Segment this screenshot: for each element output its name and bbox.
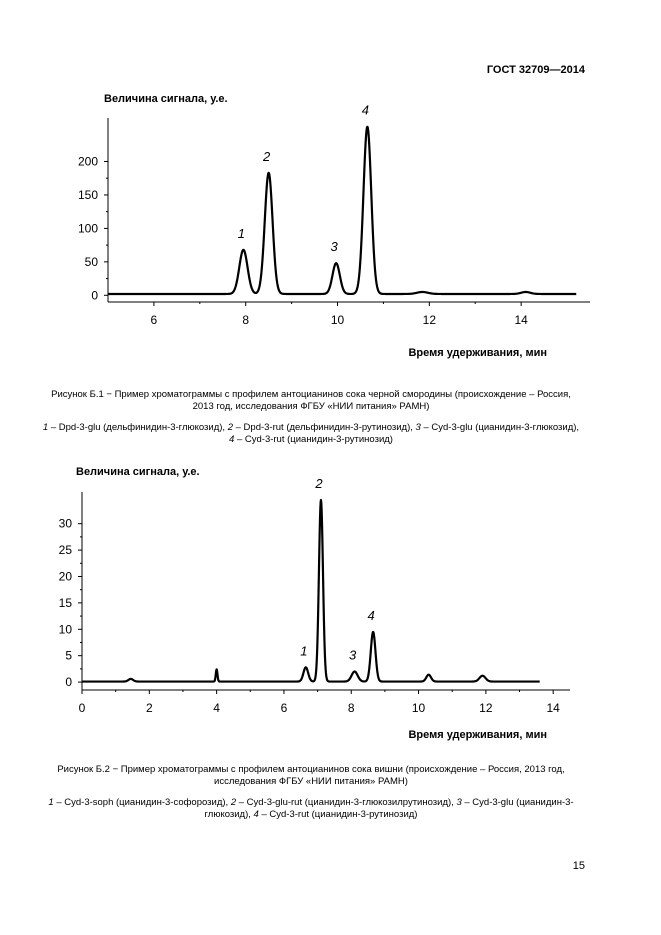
y-tick-label: 15 [58, 595, 72, 610]
figure2-legend [40, 797, 582, 821]
peak-label: 1 [237, 225, 246, 241]
legend-text: – Cyd-3-glu (цианидин-3-глюкозид), [204, 797, 574, 820]
chart1-ylabel: Величина сигнала, у.е. [104, 93, 228, 105]
x-tick-label: 2 [145, 701, 153, 715]
peak-label: 1 [300, 643, 308, 659]
legend-number: 4 [229, 434, 235, 445]
peak-label: 4 [367, 607, 375, 623]
legend-text: – Dpd-3-glu (дельфинидин-3-глюкозид), [48, 422, 228, 433]
legend-number: 1 [42, 422, 49, 433]
legend-number: 4 [253, 809, 259, 820]
x-tick-label: 10 [330, 313, 345, 327]
peak-label: 3 [348, 647, 357, 663]
peak-label: 2 [263, 148, 271, 164]
x-tick-label: 8 [347, 701, 355, 715]
x-tick-label: 12 [479, 701, 493, 715]
x-tick-label: 6 [150, 313, 158, 327]
y-tick-label: 150 [77, 187, 98, 202]
y-tick-label: 0 [91, 288, 98, 303]
chart1-chromatogram [60, 102, 600, 350]
y-tick-label: 5 [65, 648, 72, 663]
x-tick-label: 14 [546, 701, 560, 715]
x-tick-label: 10 [411, 701, 426, 715]
legend-text: – Cyd-3-glu-rut (цианидин-3-глюкозилрутинозид), [236, 797, 457, 808]
x-tick-label: 12 [422, 313, 437, 327]
legend-text: – Cyd-3-glu (цианидин-3-глюкозид), [420, 422, 580, 433]
chart2-ylabel: Величина сигнала, у.е. [76, 466, 200, 478]
x-tick-label: 14 [514, 313, 528, 327]
legend-text: – Cyd-3-rut (цианидин-3-рутинозид) [234, 434, 393, 445]
y-tick-label: 10 [58, 622, 72, 637]
y-tick-label: 50 [84, 254, 98, 269]
x-tick-label: 6 [280, 701, 288, 715]
x-tick-label: 4 [213, 701, 220, 715]
figure1-legend [40, 422, 582, 446]
peak-label: 3 [330, 239, 338, 255]
legend-text: – Dpd-3-rut (дельфинидин-3-рутинозид), [233, 422, 416, 433]
y-tick-label: 20 [58, 569, 72, 584]
legend-number: 1 [48, 797, 54, 808]
chart2-xlabel: Время удерживания, мин [408, 729, 547, 741]
y-tick-label: 200 [77, 154, 98, 169]
y-tick-label: 0 [65, 675, 72, 690]
signal-trace [82, 500, 540, 682]
document-code: ГОСТ 32709—2014 [486, 64, 585, 76]
peak-label: 2 [315, 475, 323, 491]
legend-number: 2 [227, 422, 233, 433]
legend-text: – Cyd-3-rut (цианидин-3-рутинозид) [258, 809, 418, 820]
x-tick-label: 8 [242, 313, 250, 327]
signal-trace [108, 127, 576, 294]
x-tick-label: 0 [78, 701, 86, 715]
legend-number: 2 [230, 797, 237, 808]
y-tick-label: 30 [58, 516, 72, 531]
peak-label: 4 [361, 102, 369, 118]
legend-text: – Cyd-3-soph (цианидин-3-софорозид), [53, 797, 231, 808]
figure1-caption: Рисунок Б.1 − Пример хроматограммы с профилем антоцианинов сока черной смородины (происхождение – Россия, 2013 год, исследования ФГБУ «НИИ питания» РАМН) [51, 389, 571, 412]
chart1-xlabel: Время удерживания, мин [408, 347, 547, 359]
figure2-caption: Рисунок Б.2 − Пример хроматограммы с профилем антоцианинов сока вишни (происхождение – Россия, 2013 год, исследования ФГБУ «НИИ питания» РАМН) [57, 764, 565, 787]
chart2-chromatogram [40, 475, 600, 724]
page-number: 15 [572, 860, 585, 872]
legend-number: 3 [456, 797, 462, 808]
legend-number: 3 [415, 422, 421, 433]
y-tick-label: 25 [58, 543, 72, 558]
y-tick-label: 100 [77, 221, 98, 236]
